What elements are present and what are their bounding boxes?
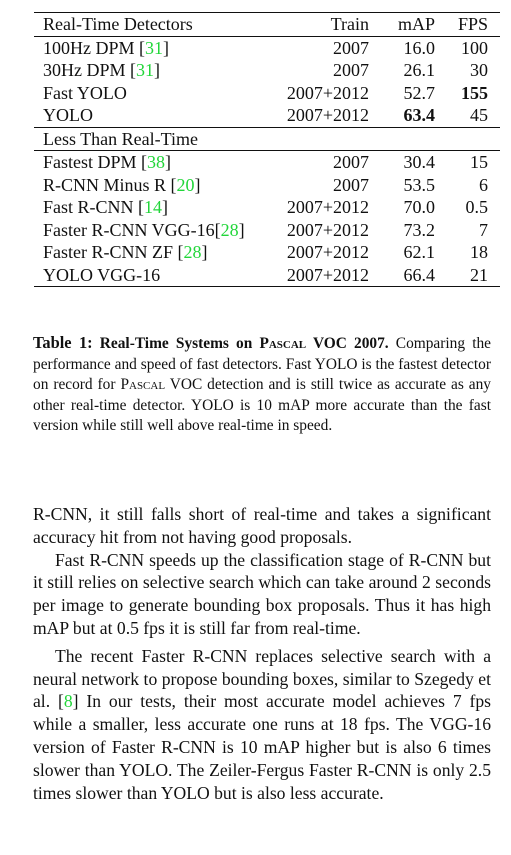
- table-row: [34, 264, 500, 287]
- table-header-row: [34, 13, 500, 37]
- citation-link[interactable]: 28: [220, 219, 239, 240]
- table-row: [34, 104, 500, 127]
- fps-cell: 6: [479, 174, 488, 195]
- fps-cell-best: 155: [461, 82, 488, 103]
- method-name: YOLO VGG-16: [34, 264, 272, 287]
- citation-link[interactable]: 31: [145, 37, 164, 58]
- method-name: Fast YOLO: [43, 82, 127, 103]
- fps-cell: 18: [470, 242, 488, 262]
- section-label: Less Than Real-Time: [34, 127, 500, 151]
- caption-text: VOC detection and is still twice as accurate as any other real-time detector. YOLO is 10 mAP more accurate than the fast version while still well above real-time in speed.: [33, 376, 492, 435]
- table-row: [34, 36, 500, 59]
- method-name: YOLO: [34, 104, 272, 127]
- train-cell: 2007+2012: [286, 197, 369, 217]
- section-header-row: [34, 127, 500, 151]
- paragraph: R-CNN, it still falls short of real-time and takes a significant accuracy hit from not having good proposals.: [33, 504, 491, 547]
- train-cell: 2007: [333, 60, 369, 80]
- table-row: [34, 82, 500, 105]
- train-cell: 2007: [333, 174, 369, 195]
- map-cell: 26.1: [403, 60, 435, 80]
- header-train: Train: [272, 13, 369, 37]
- caption-text-smallcaps: Pascal: [120, 376, 166, 394]
- citation-link[interactable]: 31: [136, 60, 155, 80]
- map-cell: 52.7: [403, 82, 435, 103]
- method-name: 30Hz DPM [31]: [43, 60, 161, 80]
- method-name: Fast R-CNN [14]: [43, 197, 169, 217]
- method-name: Faster R-CNN VGG-16[28]: [43, 219, 245, 240]
- train-cell: 2007+2012: [272, 104, 369, 127]
- caption-text: Comparing the performance and speed of fast detectors. Fast YOLO is the fastest detector on record for: [33, 335, 491, 394]
- map-cell: 53.5: [403, 174, 435, 195]
- fps-cell: 21: [435, 264, 500, 287]
- header-fps: FPS: [435, 13, 500, 37]
- train-cell: 2007: [333, 37, 369, 58]
- caption-title: Real-Time Systems on Pascal VOC 2007.: [99, 335, 389, 352]
- map-cell: 73.2: [403, 219, 435, 240]
- paragraph: Fast R-CNN speeds up the classification stage of R-CNN but it still relies on selective search which can take around 2 seconds per image to generate bounding box proposals. Thus it has high mAP but at 0.5 fps it is still far from real-time.: [33, 549, 491, 638]
- map-cell: 62.1: [403, 242, 435, 262]
- method-name: Faster R-CNN ZF [28]: [43, 242, 208, 262]
- table-caption: [33, 333, 491, 437]
- paragraph: The recent Faster R-CNN replaces selective search with a neural network to propose bounding boxes, similar to Szegedy et al. [8] In our tests, their most accurate model achieves 7 fps while a smaller, less accurate one runs at 18 fps. The VGG-16 version of Faster R-CNN is 10 mAP higher but is also 6 times slower than YOLO. The Zeiler-Fergus Faster R-CNN is only 2.5 times slower than YOLO but is also less accurate.: [33, 645, 491, 803]
- table-row: [34, 196, 500, 219]
- method-name: 100Hz DPM [31]: [43, 37, 170, 58]
- citation-link[interactable]: 38: [147, 152, 166, 172]
- results-table: [34, 12, 500, 287]
- citation-link[interactable]: 28: [183, 242, 202, 262]
- method-name: R-CNN Minus R [20]: [43, 174, 201, 195]
- citation-link[interactable]: 8: [63, 691, 73, 712]
- caption-label: Table 1:: [33, 333, 93, 352]
- table-row: [34, 151, 500, 174]
- fps-cell: 15: [470, 152, 488, 172]
- table-row: [34, 174, 500, 197]
- train-cell: 2007+2012: [272, 264, 369, 287]
- fps-cell: 7: [479, 219, 488, 240]
- table-row: [34, 219, 500, 242]
- method-name: Fastest DPM [38]: [43, 152, 172, 172]
- map-cell: 66.4: [369, 264, 435, 287]
- map-cell: 16.0: [403, 37, 435, 58]
- fps-cell: 45: [435, 104, 500, 127]
- citation-link[interactable]: 20: [176, 174, 195, 195]
- header-group-label: Real-Time Detectors: [34, 13, 272, 37]
- body-text: [33, 503, 491, 804]
- train-cell: 2007+2012: [286, 242, 369, 262]
- fps-cell: 0.5: [465, 197, 488, 217]
- map-cell: 30.4: [403, 152, 435, 172]
- table-row: [34, 241, 500, 264]
- header-map: mAP: [369, 13, 435, 37]
- fps-cell: 30: [470, 60, 488, 80]
- map-cell-best: 63.4: [369, 104, 435, 127]
- train-cell: 2007+2012: [286, 219, 369, 240]
- citation-link[interactable]: 14: [144, 197, 163, 217]
- map-cell: 70.0: [403, 197, 435, 217]
- table-row: [34, 59, 500, 82]
- train-cell: 2007: [333, 152, 369, 172]
- train-cell: 2007+2012: [286, 82, 369, 103]
- fps-cell: 100: [461, 37, 488, 58]
